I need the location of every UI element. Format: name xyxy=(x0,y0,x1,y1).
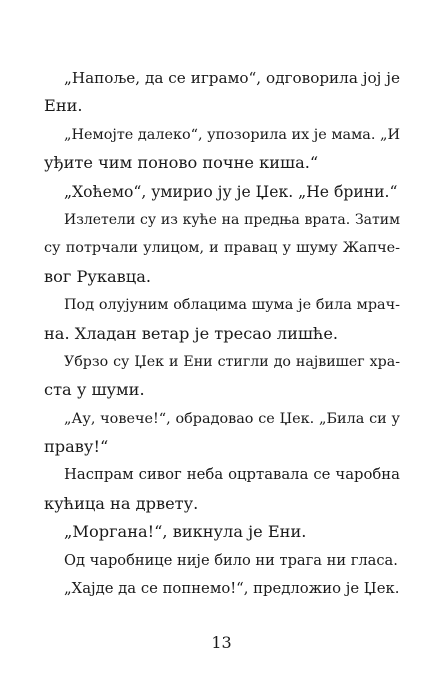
page-number: 13 xyxy=(211,633,232,652)
body-text xyxy=(44,64,400,603)
text-line: Наспрам сивог неба оцртавала се чаробна xyxy=(64,466,400,484)
text-line: Од чаробнице није било ни трага ни гласа. xyxy=(64,551,398,569)
text-line: уђите чим поново почне киша.“ xyxy=(44,153,319,173)
text-line: „Немојте далеко“, упозорила их је мама. „И xyxy=(64,126,401,143)
text-line: „Напоље, да се играмо“, одговорила јој је xyxy=(64,69,400,87)
text-line: Под олујуним облацима шума је била мрач- xyxy=(64,297,400,314)
text-line: праву!“ xyxy=(44,437,109,457)
text-line: кућица на дрвету. xyxy=(44,493,199,513)
text-line: Излетели су из куће на предња врата. Затим xyxy=(64,211,400,228)
text-line: су потрчали улицом, и правац у шуму Жапчe- xyxy=(44,240,400,257)
text-line: Ени. xyxy=(44,96,83,116)
text-line: „Моргана!“, викнула је Ени. xyxy=(64,522,307,542)
text-line: вог Рукавца. xyxy=(44,266,151,286)
text-line: на. Хладан ветар је тресао лишће. xyxy=(44,323,339,343)
text-line: „Ау, човече!“, обрадовао се Џек. „Била си у xyxy=(64,410,400,427)
text-line: „Хајде да се попнемо!“, предложио је Џек. xyxy=(64,580,400,598)
text-line: ста у шуми. xyxy=(44,380,145,400)
text-line: Убрзо су Џек и Ени стигли до највишег хра- xyxy=(64,353,400,370)
text-line: „Хоћемо“, умирио ју је Џек. „Не брини.“ xyxy=(64,182,398,201)
